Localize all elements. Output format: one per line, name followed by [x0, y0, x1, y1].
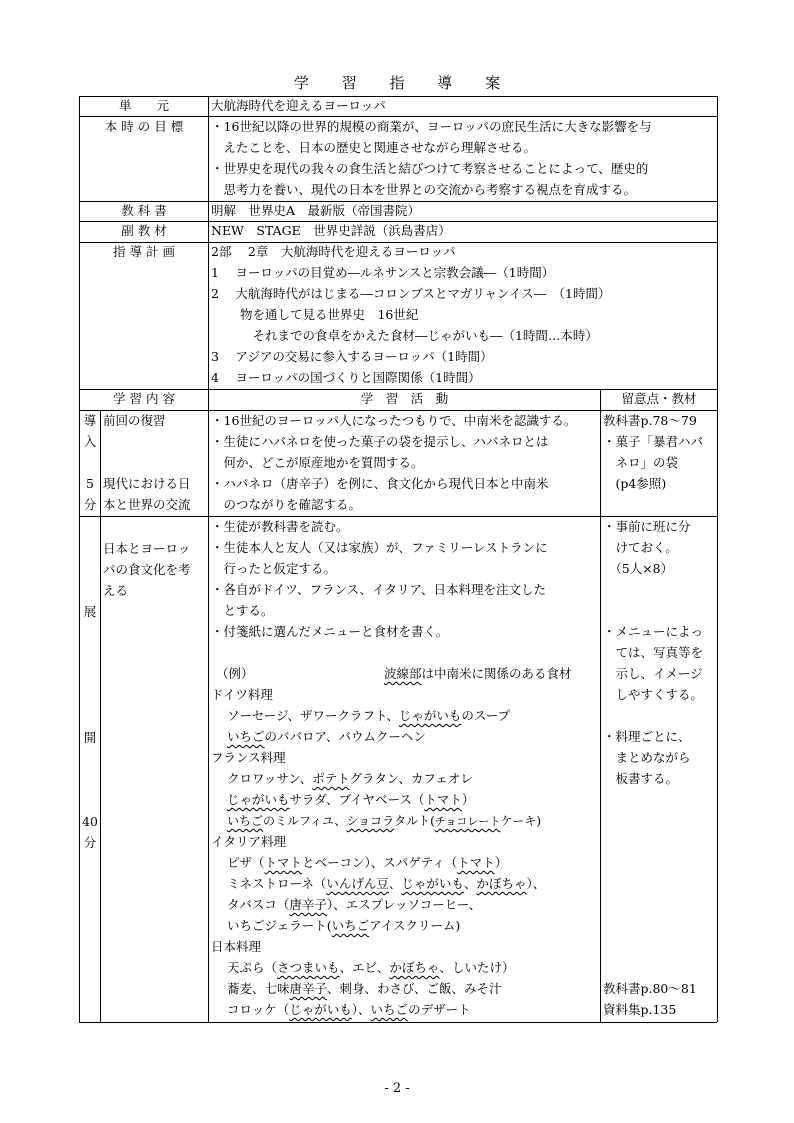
cuisine-heading-france: フランス料理	[211, 750, 286, 765]
table-rule	[208, 96, 209, 1022]
cuisine-heading-italy: イタリア料理	[211, 834, 287, 849]
content-column-header: 学 習 内 容	[113, 391, 175, 406]
latin-american-food: トマト	[264, 855, 303, 870]
latin-american-food: いんげん豆	[326, 876, 389, 891]
intro-content: 本と世界の交流	[103, 497, 191, 512]
plan-line: 1 ヨーロッパの目覚め―ルネサンスと宗教会議―（1時間）	[211, 265, 555, 280]
menu-line	[227, 979, 502, 999]
latin-american-food: じゃがいも	[401, 876, 464, 891]
menu-line	[227, 853, 507, 873]
development-activity-line: ・付箋紙に選んだメニューと食材を書く。	[211, 624, 449, 639]
latin-american-food: さつまいも	[277, 960, 340, 975]
plan-label: 指 導 計 画	[113, 244, 175, 259]
menu-text: ソーセージ、ザワークラフト、	[227, 708, 399, 723]
latin-american-food: いちご	[331, 918, 370, 933]
table-rule	[600, 389, 601, 1022]
menu-text: のデザート	[408, 1002, 471, 1017]
wavy-legend-rest: は中南米に関係のある食材	[421, 666, 572, 681]
stage-char: 入	[83, 434, 97, 449]
intro-content: 前回の復習	[103, 413, 166, 428]
stage-char: 展	[83, 604, 97, 619]
menu-text: 、	[463, 876, 477, 891]
development-content: 日本とヨーロッ	[103, 541, 191, 556]
unit-value: 大航海時代を迎えるヨーロッパ	[211, 98, 386, 113]
latin-american-food: ポテト	[312, 771, 350, 786]
example-label: （例）	[216, 666, 254, 681]
textbook-label: 教 科 書	[121, 203, 167, 218]
cuisine-heading-japan: 日本料理	[211, 939, 262, 954]
development-activity-line: とする。	[211, 603, 274, 618]
development-note-line: ・事前に班に分	[603, 519, 691, 534]
latin-american-food: かぼちゃ	[476, 876, 527, 891]
menu-line	[227, 727, 426, 747]
menu-text: アイスクリーム)	[369, 918, 461, 933]
latin-american-food: チョコレート	[434, 815, 501, 828]
menu-line	[227, 895, 481, 915]
development-activity-line: ・生徒本人と友人（又は家族）が、ファミリーレストランに	[211, 540, 548, 555]
development-content: パの食文化を考	[103, 562, 191, 577]
sub-textbook-value: NEW STAGE 世界史詳説（浜島書店）	[211, 223, 451, 238]
notes-column-header: 留意点・教材	[621, 391, 697, 406]
intro-activity-line: ・生徒にハバネロを使った菓子の袋を提示し、ハバネロとは	[211, 434, 549, 449]
menu-text: ）、	[526, 876, 546, 891]
menu-text: とベーコン）、スパゲティ（	[302, 855, 458, 870]
menu-text: 、エビ、	[339, 960, 390, 975]
menu-text: ピザ（	[227, 855, 265, 870]
stage-char: 5	[86, 476, 94, 491]
development-note-line: ・料理ごとに、	[603, 729, 691, 744]
sub-textbook-label: 副 教 材	[121, 223, 167, 238]
intro-note-line: ネロ」の袋	[603, 455, 679, 470]
goal-line: ・世界史を現代の我々の食生活と結びつけて考察させることによって、歴史的	[211, 161, 649, 176]
unit-label: 単 元	[118, 98, 169, 113]
development-note-line: 教科書p.80～81	[603, 981, 697, 996]
plan-line: 物を通して見る世界史 16世紀	[211, 307, 419, 322]
menu-text: ）	[461, 792, 475, 807]
plan-line: 4 ヨーロッパの国づくりと国際関係（1時間）	[211, 370, 481, 385]
menu-line	[227, 1000, 471, 1020]
stage-char: 導	[83, 413, 97, 428]
plan-line: 2部 2章 大航海時代を迎えるヨーロッパ	[211, 244, 456, 259]
development-note-line: ・メニューによっ	[603, 624, 704, 639]
example-legend	[384, 664, 572, 684]
menu-text: タバスコ（	[227, 897, 290, 912]
menu-text: ）、	[351, 1002, 371, 1017]
development-note-line: ては、写真等を	[603, 645, 704, 660]
latin-american-food: トマト	[457, 855, 495, 870]
menu-line	[227, 874, 545, 894]
intro-activity-line: 何か、どこが原産地かを質問する。	[211, 455, 424, 470]
development-note-line: 板書する。	[603, 771, 679, 786]
menu-text: タルト(	[394, 814, 435, 828]
menu-text: 蕎麦、七味	[227, 981, 290, 996]
menu-text: 、しいたけ）	[439, 960, 515, 975]
development-content: える	[103, 583, 129, 598]
menu-line	[227, 916, 460, 936]
title-char: 指	[389, 74, 405, 92]
intro-note-line: (p4参照)	[603, 476, 667, 491]
plan-line: それまでの食卓をかえた食材―じゃがいも―（1時間…本時）	[211, 328, 598, 343]
wavy-legend-word: 波線部	[384, 666, 422, 681]
menu-line	[227, 958, 514, 978]
intro-activity-line: ・ハバネロ（唐辛子）を例に、食文化から現代日本と中南米	[211, 476, 549, 491]
latin-american-food: 唐辛子	[289, 897, 327, 912]
latin-american-food: じゃがいも	[227, 792, 290, 807]
stage-char: 分	[83, 497, 97, 512]
latin-american-food: 唐辛子	[289, 981, 328, 996]
stage-char: 分	[83, 835, 97, 850]
latin-american-food: トマト	[424, 792, 462, 807]
menu-text: のミルフィユ、	[263, 814, 347, 828]
latin-american-food: いちご	[370, 1002, 409, 1017]
development-activity-line: ・各自がドイツ、フランス、イタリア、日本料理を注文した	[211, 582, 547, 597]
menu-text: ）	[494, 855, 508, 870]
development-note-line: しやすくする。	[603, 687, 704, 702]
latin-american-food: ショコラ	[346, 814, 395, 828]
development-note-line: 資料集p.135	[603, 1002, 677, 1017]
menu-text: グラタン、カフェオレ	[349, 771, 473, 786]
goal-line: えたことを、日本の歴史と関連させながら理解させる。	[211, 140, 537, 155]
table-rule	[717, 96, 718, 1022]
latin-american-food: かぼちゃ	[389, 960, 440, 975]
menu-text: 天ぷら（	[227, 960, 278, 975]
menu-text: 、刺身、わさび、ご飯、みそ汁	[327, 981, 502, 996]
intro-note-line: ・菓子「暴君ハバ	[603, 434, 704, 449]
title-char: 学	[293, 74, 309, 92]
menu-line	[227, 706, 510, 726]
intro-content: 現代における日	[103, 476, 191, 491]
development-activity-line: ・生徒が教科書を読む。	[211, 519, 349, 534]
intro-activity-line: のつながりを確認する。	[211, 497, 362, 512]
goal-line: 思考力を養い、現代の日本を世界との交流から考察する視点を育成する。	[211, 182, 637, 197]
cuisine-heading-germany: ドイツ料理	[211, 687, 273, 702]
menu-text: のスープ	[461, 708, 511, 723]
title-char: 案	[485, 74, 501, 92]
menu-line	[227, 811, 541, 832]
stage-char: 開	[83, 730, 97, 745]
latin-american-food: いちご	[227, 814, 264, 828]
latin-american-food: じゃがいも	[289, 1002, 352, 1017]
page-number: - 2 -	[384, 1081, 410, 1096]
menu-text: クロワッサン、	[227, 771, 313, 786]
stage-char: 40	[82, 814, 98, 829]
development-note-line: 示し、イメージ	[603, 666, 703, 681]
menu-line	[227, 769, 473, 789]
title-char: 導	[437, 74, 453, 92]
menu-text: 、	[388, 876, 402, 891]
menu-text: ミネストローネ（	[227, 876, 327, 891]
activity-column-header: 学 習 活 動	[360, 391, 449, 406]
menu-line	[227, 790, 474, 810]
development-note-line: まとめながら	[603, 750, 691, 765]
goal-line: ・16世紀以降の世界的規模の商業が、ヨーロッパの庶民生活に大きな影響を与	[211, 119, 652, 134]
table-rule	[79, 1022, 717, 1023]
menu-text: サラダ、ブイヤベース（	[289, 792, 425, 807]
latin-american-food: じゃがいも	[398, 708, 462, 723]
menu-text: ）、エスプレッソコーヒー、	[326, 897, 482, 912]
plan-line: 3 アジアの交易に参入するヨーロッパ（1時間）	[211, 349, 493, 364]
menu-text: のババロア、バウムクーヘン	[264, 729, 426, 744]
development-note-line: （5人×8）	[603, 561, 674, 576]
table-rule	[100, 410, 101, 1022]
intro-note-line: 教科書p.78～79	[603, 413, 697, 428]
latin-american-food: いちご	[227, 729, 265, 744]
development-activity-line: 行ったと仮定する。	[211, 561, 337, 576]
textbook-value: 明解 世界史A 最新版（帝国書院）	[211, 203, 421, 218]
intro-activity-line: ・16世紀のヨーロッパ人になったつもりで、中南米を認識する。	[211, 413, 577, 428]
title-char: 習	[341, 74, 357, 92]
menu-text: ケーキ)	[500, 814, 542, 828]
development-note-line: けておく。	[603, 540, 678, 555]
menu-text: コロッケ（	[227, 1002, 290, 1017]
menu-text: いちごジェラート(	[227, 918, 332, 933]
goal-label: 本 時 の 目 標	[104, 119, 184, 134]
plan-line: 2 大航海時代がはじまる―コロンブスとマガリャンイス― （1時間）	[211, 286, 611, 301]
